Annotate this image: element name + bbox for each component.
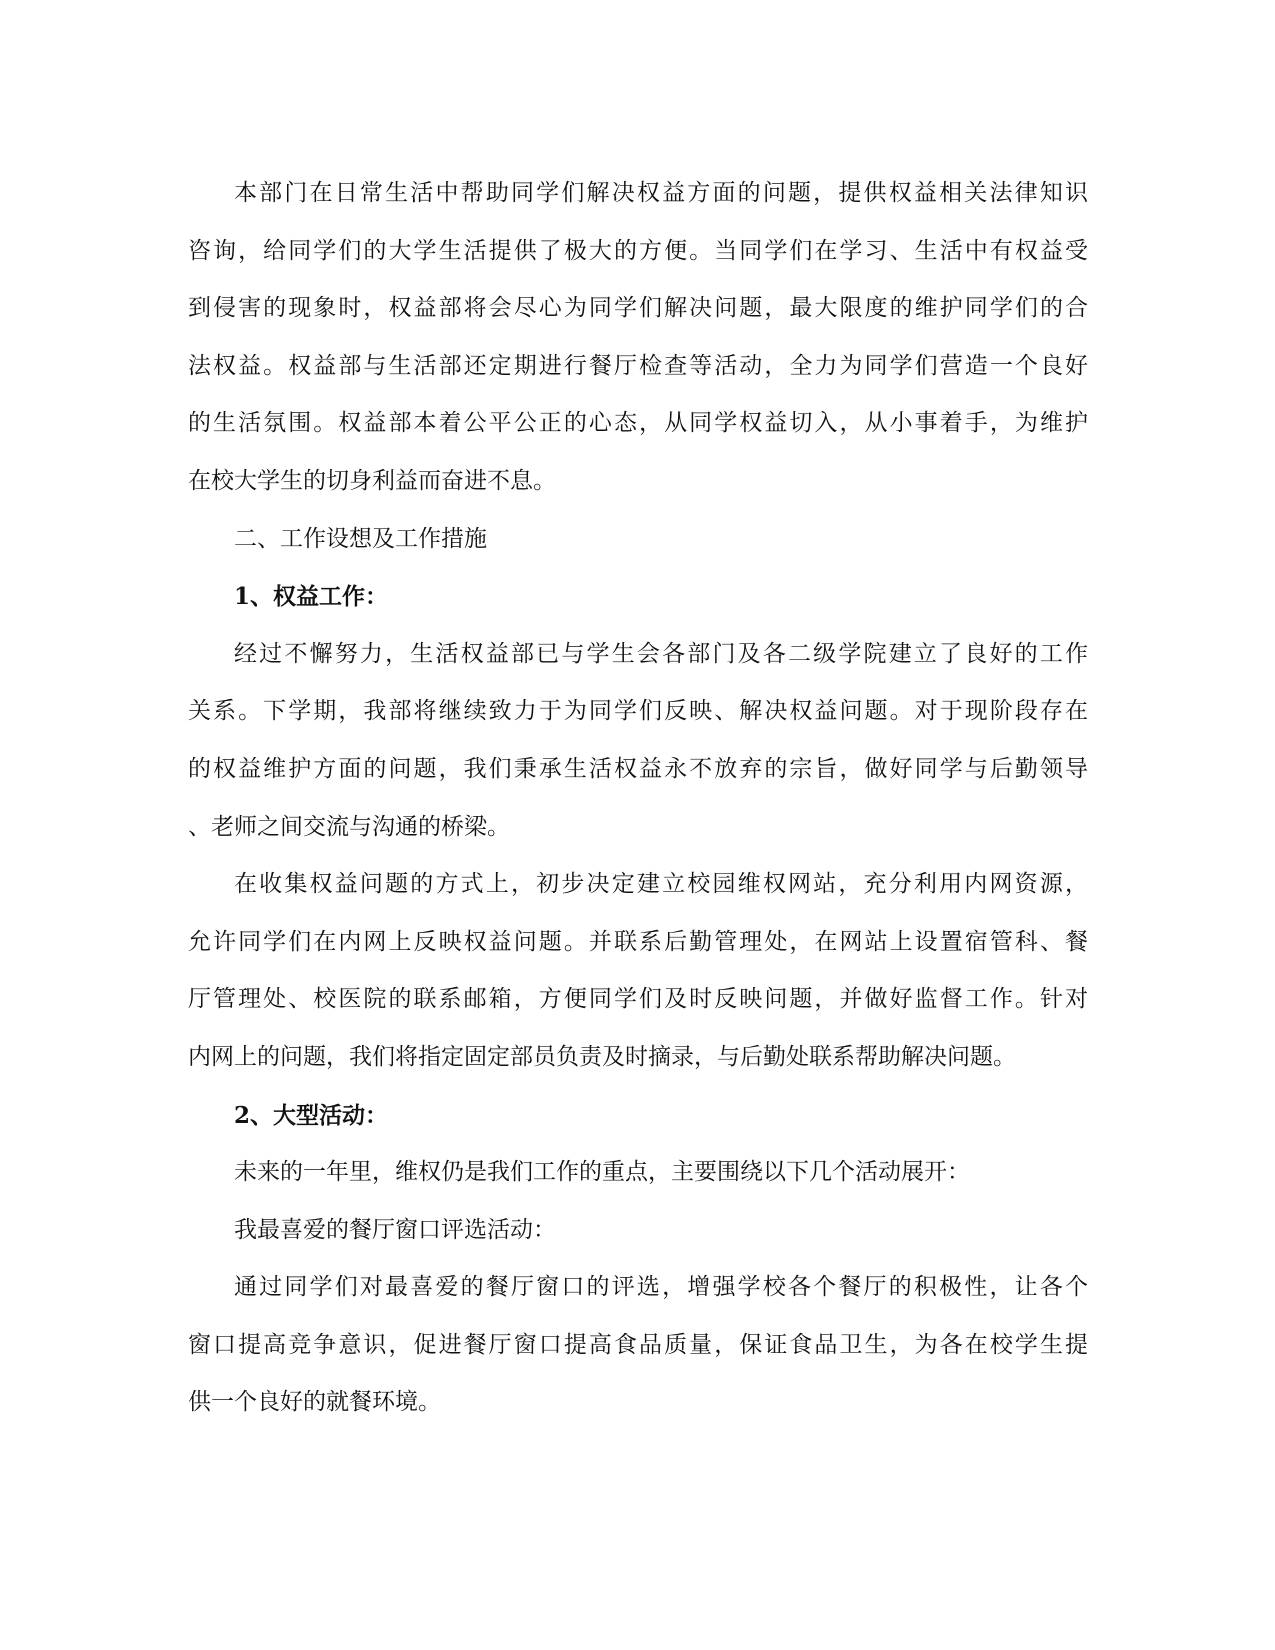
paragraph-line: 通过同学们对最喜爱的餐厅窗口的评选，增强学校各个餐厅的积极性，让各个 [234,1274,1088,1301]
paragraph-line: 的权益维护方面的问题，我们秉承生活权益永不放弃的宗旨，做好同学与后勤领导 [188,755,1088,782]
paragraph-line: 经过不懈努力，生活权益部已与学生会各部门及各二级学院建立了良好的工作 [234,640,1088,667]
paragraph-line: 咨询，给同学们的大学生活提供了极大的方便。当同学们在学习、生活中有权益受 [188,237,1088,264]
paragraph-line: 的生活氛围。权益部本着公平公正的心态，从同学权益切入，从小事着手，为维护 [188,410,1088,437]
paragraph-line: 在收集权益问题的方式上，初步决定建立校园维权网站，充分利用内网资源， [234,871,1088,898]
paragraph-line: 供一个良好的就餐环境。 [188,1389,441,1416]
paragraph-line: 我最喜爱的餐厅窗口评选活动： [234,1216,556,1243]
subsection-heading: 2、大型活动： [234,1101,389,1129]
paragraph-line: 、老师之间交流与沟通的桥梁。 [188,813,510,840]
paragraph-line: 内网上的问题，我们将指定固定部员负责及时摘录，与后勤处联系帮助解决问题。 [188,1043,1016,1070]
paragraph-line: 在校大学生的切身利益而奋进不息。 [188,467,556,494]
paragraph-line: 厅管理处、校医院的联系邮箱，方便同学们及时反映问题，并做好监督工作。针对 [188,986,1088,1013]
paragraph-line: 到侵害的现象时，权益部将会尽心为同学们解决问题，最大限度的维护同学们的合 [188,295,1088,322]
paragraph-line: 法权益。权益部与生活部还定期进行餐厅检查等活动，全力为同学们营造一个良好 [188,352,1088,379]
paragraph-line: 关系。下学期，我部将继续致力于为同学们反映、解决权益问题。对于现阶段存在 [188,698,1088,725]
document-body [188,165,1088,1432]
paragraph-line: 未来的一年里，维权仍是我们工作的重点，主要围绕以下几个活动展开： [234,1159,970,1186]
paragraph-line: 窗口提高竞争意识，促进餐厅窗口提高食品质量，保证食品卫生，为各在校学生提 [188,1331,1088,1358]
paragraph-line: 本部门在日常生活中帮助同学们解决权益方面的问题，提供权益相关法律知识 [234,180,1088,206]
subsection-heading: 1、权益工作： [234,583,389,611]
section-heading: 二、工作设想及工作措施 [234,525,487,552]
paragraph-line: 允许同学们在内网上反映权益问题。并联系后勤管理处，在网站上设置宿管科、餐 [188,928,1088,955]
